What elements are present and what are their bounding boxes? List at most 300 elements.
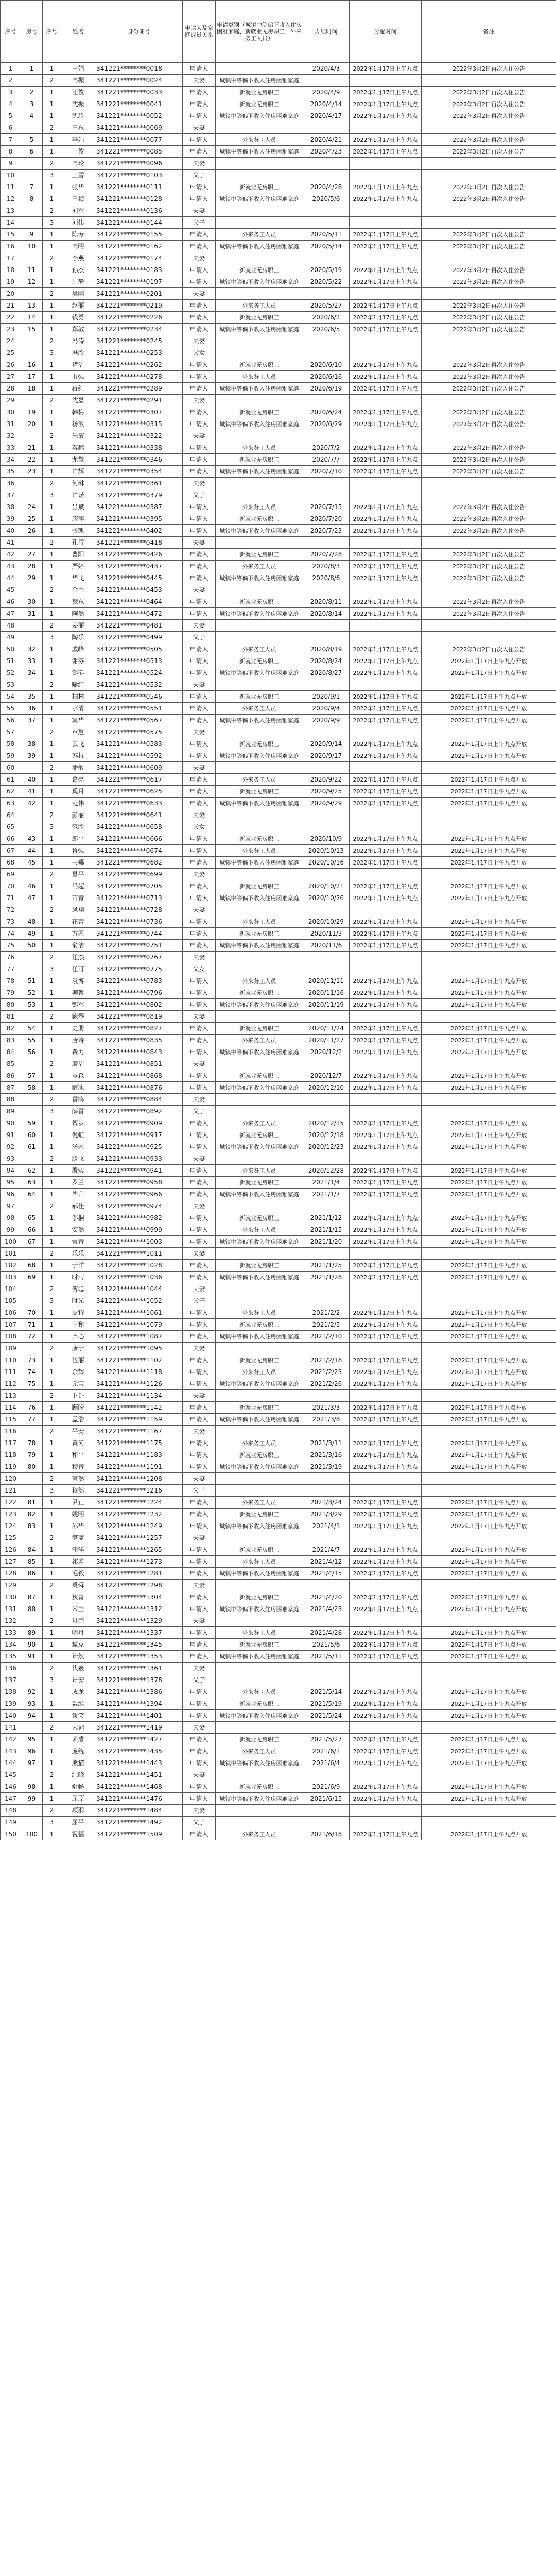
header-room-number: 房号 [21,1,43,63]
cell-member-index: 1 [43,181,61,193]
cell-remarks [422,1094,556,1106]
cell-category: 新就业无房职工 [216,1354,303,1366]
cell-relationship: 申请人 [183,1757,216,1769]
cell-relationship: 申请人 [183,691,216,703]
cell-remarks [422,122,556,134]
cell-category: 城镇中等偏下收入住房困难家庭 [216,1603,303,1615]
table-row [1,869,556,880]
cell-name: 孔雪 [61,537,95,549]
cell-relationship: 夫妻 [183,869,216,880]
cell-relationship: 夫妻 [183,1532,216,1544]
cell-relationship: 申请人 [183,501,216,513]
cell-relationship: 申请人 [183,1509,216,1520]
cell-id-number: 341221********0445 [95,572,183,584]
cell-relationship: 夫妻 [183,1615,216,1627]
cell-relationship: 申请人 [183,892,216,904]
cell-member-index: 1 [43,703,61,715]
cell-id-number: 341221********1304 [95,1591,183,1603]
cell-remarks [422,584,556,596]
cell-member-index: 1 [43,525,61,537]
cell-id-number: 341221********0941 [95,1165,183,1177]
cell-room-number: 96 [21,1745,43,1757]
cell-index: 62 [1,786,21,798]
cell-relationship: 申请人 [183,229,216,241]
cell-id-number: 341221********1353 [95,1651,183,1663]
cell-index: 104 [1,1283,21,1295]
cell-completion-date: 2020/8/3 [303,561,350,572]
cell-name: 潘敏 [61,762,95,774]
cell-allocation-time [350,1011,422,1023]
cell-category [216,1094,303,1106]
cell-id-number: 341221********0909 [95,1117,183,1129]
cell-relationship: 申请人 [183,880,216,892]
cell-room-number [21,809,43,821]
cell-index: 65 [1,821,21,833]
cell-id-number: 341221********0041 [95,98,183,110]
cell-relationship: 申请人 [183,1319,216,1331]
cell-allocation-time: 2022年1月17日上午九点 [350,300,422,312]
cell-remarks: 2022年1月17日上午九点开放 [422,857,556,869]
cell-index: 109 [1,1343,21,1354]
cell-room-number [21,478,43,489]
cell-category: 城镇中等偏下收入住房困难家庭 [216,1141,303,1153]
cell-relationship: 申请人 [183,572,216,584]
table-row [1,347,556,359]
cell-name: 王东 [61,122,95,134]
cell-member-index: 1 [43,1698,61,1710]
cell-member-index: 2 [43,1532,61,1544]
cell-allocation-time: 2022年1月17日上午九点 [350,987,422,999]
cell-index: 119 [1,1461,21,1473]
cell-completion-date: 2020/5/22 [303,276,350,288]
cell-index: 118 [1,1449,21,1461]
cell-id-number: 341221********1095 [95,1343,183,1354]
cell-allocation-time: 2022年1月17日上午九点 [350,643,422,655]
cell-relationship: 申请人 [183,525,216,537]
cell-relationship: 申请人 [183,1023,216,1035]
cell-allocation-time [350,904,422,916]
cell-room-number: 29 [21,572,43,584]
cell-id-number: 341221********1484 [95,1805,183,1817]
cell-allocation-time: 2022年1月17日上午九点 [350,1307,422,1319]
cell-room-number: 58 [21,1082,43,1094]
cell-relationship: 申请人 [183,786,216,798]
cell-name: 薛雷 [61,1106,95,1117]
cell-id-number: 341221********0077 [95,134,183,146]
cell-name: 陶乐 [61,632,95,643]
cell-name: 尤慧 [61,454,95,466]
cell-id-number: 341221********0361 [95,478,183,489]
cell-completion-date [303,1011,350,1023]
cell-index: 45 [1,584,21,596]
cell-relationship: 申请人 [183,1212,216,1224]
cell-index: 49 [1,632,21,643]
cell-completion-date: 2021/5/24 [303,1710,350,1722]
cell-remarks: 2022年1月17日上午九点开放 [422,833,556,845]
cell-relationship: 申请人 [183,999,216,1011]
cell-member-index: 3 [43,963,61,975]
cell-relationship: 夫妻 [183,288,216,300]
cell-remarks: 2022年1月17日上午九点开放 [422,975,556,987]
cell-allocation-time: 2022年1月17日上午九点 [350,110,422,122]
cell-category: 外来务工人员 [216,1437,303,1449]
cell-room-number [21,1343,43,1354]
cell-allocation-time: 2022年1月17日上午九点 [350,608,422,620]
cell-room-number [21,170,43,181]
cell-remarks [422,395,556,406]
cell-id-number: 341221********0174 [95,252,183,264]
table-row [1,1663,556,1674]
cell-relationship: 申请人 [183,110,216,122]
cell-remarks: 2022年3月2日再次入住公告 [422,181,556,193]
cell-member-index: 1 [43,1046,61,1058]
cell-allocation-time: 2022年1月17日上午九点 [350,1520,422,1532]
cell-id-number: 341221********0201 [95,288,183,300]
cell-room-number: 3 [21,98,43,110]
cell-relationship: 申请人 [183,1651,216,1663]
cell-category: 城镇中等偏下收入住房困难家庭 [216,1236,303,1248]
table-row [1,1556,556,1568]
cell-room-number: 7 [21,181,43,193]
cell-relationship: 申请人 [183,561,216,572]
cell-room-number: 60 [21,1129,43,1141]
cell-id-number: 341221********1265 [95,1544,183,1556]
cell-name: 花蕾 [61,916,95,928]
cell-member-index: 1 [43,134,61,146]
table-row [1,181,556,193]
cell-member-index: 1 [43,1212,61,1224]
cell-category [216,1805,303,1817]
cell-id-number: 341221********0219 [95,300,183,312]
cell-allocation-time: 2022年1月17日上午九点 [350,1272,422,1283]
table-row [1,1769,556,1781]
cell-category: 城镇中等偏下收入住房困难家庭 [216,572,303,584]
cell-allocation-time: 2022年1月17日上午九点 [350,324,422,335]
cell-category: 城镇中等偏下收入住房困难家庭 [216,1461,303,1473]
table-row [1,561,556,572]
cell-relationship: 申请人 [183,1591,216,1603]
cell-name: 纪晓 [61,1769,95,1781]
cell-remarks: 2022年3月2日再次入住公告 [422,300,556,312]
cell-name: 顾盼 [61,1402,95,1414]
cell-member-index: 1 [43,1402,61,1414]
cell-room-number [21,158,43,170]
table-row [1,809,556,821]
cell-remarks: 2022年1月17日上午九点开放 [422,1272,556,1283]
cell-room-number: 32 [21,643,43,655]
cell-member-index: 1 [43,880,61,892]
cell-relationship: 申请人 [183,655,216,667]
cell-relationship: 夫妻 [183,904,216,916]
cell-room-number [21,252,43,264]
cell-completion-date: 2020/8/19 [303,643,350,655]
cell-member-index: 2 [43,1283,61,1295]
cell-allocation-time: 2022年1月17日上午九点 [350,892,422,904]
cell-member-index: 2 [43,1390,61,1402]
cell-category: 城镇中等偏下收入住房困难家庭 [216,146,303,158]
cell-name: 王娟 [61,63,95,75]
cell-index: 64 [1,809,21,821]
cell-completion-date: 2021/4/23 [303,1603,350,1615]
table-row [1,1319,556,1331]
cell-completion-date: 2021/6/15 [303,1793,350,1805]
table-row [1,1165,556,1177]
cell-name: 伍丽 [61,1354,95,1366]
table-row [1,999,556,1011]
cell-index: 107 [1,1319,21,1331]
cell-allocation-time: 2022年1月17日上午九点 [350,406,422,418]
cell-id-number: 341221********0024 [95,75,183,87]
cell-completion-date: 2020/4/23 [303,146,350,158]
cell-room-number: 30 [21,596,43,608]
table-row [1,537,556,549]
cell-name: 贝壳 [61,1615,95,1627]
cell-allocation-time [350,217,422,229]
cell-member-index: 2 [43,1722,61,1734]
cell-member-index: 1 [43,442,61,454]
cell-completion-date [303,584,350,596]
cell-remarks: 2022年1月17日上午九点开放 [422,1757,556,1769]
cell-allocation-time: 2022年1月17日上午九点 [350,1745,422,1757]
cell-id-number: 341221********0197 [95,276,183,288]
cell-id-number: 341221********1079 [95,1319,183,1331]
cell-id-number: 341221********0819 [95,1011,183,1023]
cell-remarks: 2022年1月17日上午九点开放 [422,1046,556,1058]
cell-index: 55 [1,703,21,715]
table-row [1,489,556,501]
cell-id-number: 341221********0583 [95,738,183,750]
cell-room-number: 64 [21,1189,43,1200]
cell-member-index: 2 [43,1248,61,1260]
cell-name: 张华 [61,181,95,193]
cell-room-number [21,1805,43,1817]
cell-remarks [422,1722,556,1734]
cell-room-number [21,1615,43,1627]
cell-remarks: 2022年1月17日上午九点开放 [422,798,556,809]
cell-id-number: 341221********1281 [95,1568,183,1580]
cell-index: 142 [1,1734,21,1745]
cell-allocation-time [350,963,422,975]
cell-index: 82 [1,1023,21,1035]
cell-member-index: 1 [43,241,61,252]
table-row [1,359,556,371]
cell-category: 新就业无房职工 [216,549,303,561]
cell-name: 时雨 [61,1272,95,1283]
cell-member-index: 1 [43,845,61,857]
cell-room-number: 39 [21,750,43,762]
cell-category [216,1106,303,1117]
cell-remarks: 2022年1月17日上午九点开放 [422,1734,556,1745]
cell-relationship: 申请人 [183,87,216,98]
cell-id-number: 341221********1443 [95,1757,183,1769]
cell-category [216,762,303,774]
cell-remarks: 2022年3月2日再次入住公告 [422,572,556,584]
cell-index: 123 [1,1509,21,1520]
cell-name: 康宁 [61,1343,95,1354]
cell-allocation-time [350,762,422,774]
cell-room-number [21,395,43,406]
cell-relationship: 申请人 [183,596,216,608]
table-row [1,1224,556,1236]
cell-remarks [422,1200,556,1212]
cell-id-number: 341221********1273 [95,1556,183,1568]
table-row [1,691,556,703]
cell-id-number: 341221********1175 [95,1437,183,1449]
table-row [1,193,556,205]
cell-completion-date: 2020/7/10 [303,466,350,478]
cell-name: 何琳 [61,478,95,489]
cell-relationship: 申请人 [183,940,216,952]
table-row [1,1058,556,1070]
cell-index: 97 [1,1200,21,1212]
table-row [1,1023,556,1035]
cell-member-index: 1 [43,63,61,75]
cell-completion-date [303,478,350,489]
cell-relationship: 申请人 [183,1236,216,1248]
cell-member-index: 1 [43,1070,61,1082]
cell-remarks: 2022年1月17日上午九点开放 [422,1745,556,1757]
table-body [1,63,556,1840]
cell-name: 汪俊 [61,87,95,98]
cell-relationship: 申请人 [183,1497,216,1509]
cell-relationship: 夫妻 [183,1058,216,1070]
cell-remarks [422,75,556,87]
cell-category: 外来务工人员 [216,1307,303,1319]
cell-index: 34 [1,454,21,466]
cell-completion-date [303,904,350,916]
cell-allocation-time [350,1426,422,1437]
cell-name: 苏杭 [61,750,95,762]
cell-member-index: 1 [43,940,61,952]
cell-id-number: 341221********1224 [95,1497,183,1509]
cell-member-index: 2 [43,252,61,264]
cell-member-index: 2 [43,1615,61,1627]
cell-relationship: 申请人 [183,774,216,786]
cell-remarks [422,1058,556,1070]
cell-remarks: 2022年3月2日再次入住公告 [422,383,556,395]
cell-allocation-time [350,288,422,300]
cell-name: 薛冰 [61,1082,95,1094]
cell-name: 余辉 [61,1366,95,1378]
cell-room-number: 41 [21,786,43,798]
cell-room-number: 52 [21,987,43,999]
table-row [1,217,556,229]
cell-name: 陶然 [61,608,95,620]
cell-category: 外来务工人员 [216,845,303,857]
cell-index: 67 [1,845,21,857]
cell-relationship: 申请人 [183,1461,216,1473]
table-row [1,134,556,146]
cell-room-number [21,1248,43,1260]
cell-remarks: 2022年3月2日再次入住公告 [422,193,556,205]
cell-id-number: 341221********0524 [95,667,183,679]
cell-category: 城镇中等偏下收入住房困难家庭 [216,999,303,1011]
cell-allocation-time: 2022年1月17日上午九点 [350,549,422,561]
cell-member-index: 1 [43,229,61,241]
cell-name: 舒畅 [61,1781,95,1793]
table-row [1,821,556,833]
cell-name: 毕升 [61,1189,95,1200]
cell-name: 史册 [61,1023,95,1035]
cell-relationship: 申请人 [183,643,216,655]
cell-member-index: 2 [43,952,61,963]
cell-member-index: 2 [43,584,61,596]
cell-index: 76 [1,952,21,963]
table-row [1,572,556,584]
cell-index: 9 [1,158,21,170]
cell-index: 42 [1,549,21,561]
cell-completion-date [303,1769,350,1781]
cell-room-number: 69 [21,1272,43,1283]
cell-category: 外来务工人员 [216,134,303,146]
table-row [1,1117,556,1129]
table-row [1,608,556,620]
cell-room-number: 78 [21,1437,43,1449]
table-row [1,1781,556,1793]
cell-completion-date [303,809,350,821]
cell-relationship: 申请人 [183,406,216,418]
cell-allocation-time: 2022年1月17日上午九点 [350,1639,422,1651]
cell-category: 城镇中等偏下收入住房困难家庭 [216,1272,303,1283]
cell-allocation-time [350,1769,422,1781]
cell-index: 144 [1,1757,21,1769]
cell-completion-date: 2020/9/1 [303,691,350,703]
header-remarks: 备注 [422,1,556,63]
cell-allocation-time: 2022年1月17日上午九点 [350,98,422,110]
cell-name: 米兰 [61,1603,95,1615]
cell-relationship: 申请人 [183,1556,216,1568]
cell-allocation-time [350,75,422,87]
cell-relationship: 夫妻 [183,335,216,347]
cell-member-index: 1 [43,1437,61,1449]
cell-remarks: 2022年1月17日上午九点开放 [422,667,556,679]
cell-member-index: 1 [43,110,61,122]
cell-member-index: 1 [43,1319,61,1331]
cell-remarks: 2022年3月2日再次入住公告 [422,98,556,110]
cell-remarks: 2022年3月2日再次入住公告 [422,608,556,620]
cell-name: 钱勇 [61,312,95,324]
cell-completion-date: 2021/4/28 [303,1627,350,1639]
table-row [1,715,556,726]
table-row [1,1094,556,1106]
cell-index: 50 [1,643,21,655]
cell-room-number: 65 [21,1212,43,1224]
cell-room-number: 59 [21,1117,43,1129]
cell-remarks: 2022年1月17日上午九点开放 [422,1307,556,1319]
cell-completion-date [303,1485,350,1497]
cell-index: 8 [1,146,21,158]
cell-remarks: 2022年3月2日再次入住公告 [422,406,556,418]
cell-allocation-time: 2022年1月17日上午九点 [350,1165,422,1177]
cell-category [216,963,303,975]
cell-category [216,288,303,300]
cell-name: 吕斌 [61,501,95,513]
table-row [1,170,556,181]
cell-allocation-time [350,1805,422,1817]
cell-member-index: 1 [43,1544,61,1556]
cell-name: 任杰 [61,952,95,963]
cell-name: 奚月 [61,786,95,798]
cell-name: 岑森 [61,1070,95,1082]
table-row [1,1520,556,1532]
cell-name: 傅聪 [61,1283,95,1295]
cell-member-index: 1 [43,1639,61,1651]
cell-relationship: 夫妻 [183,1011,216,1023]
cell-member-index: 2 [43,395,61,406]
cell-index: 89 [1,1106,21,1117]
cell-category: 新就业无房职工 [216,1781,303,1793]
cell-completion-date: 2021/2/2 [303,1307,350,1319]
